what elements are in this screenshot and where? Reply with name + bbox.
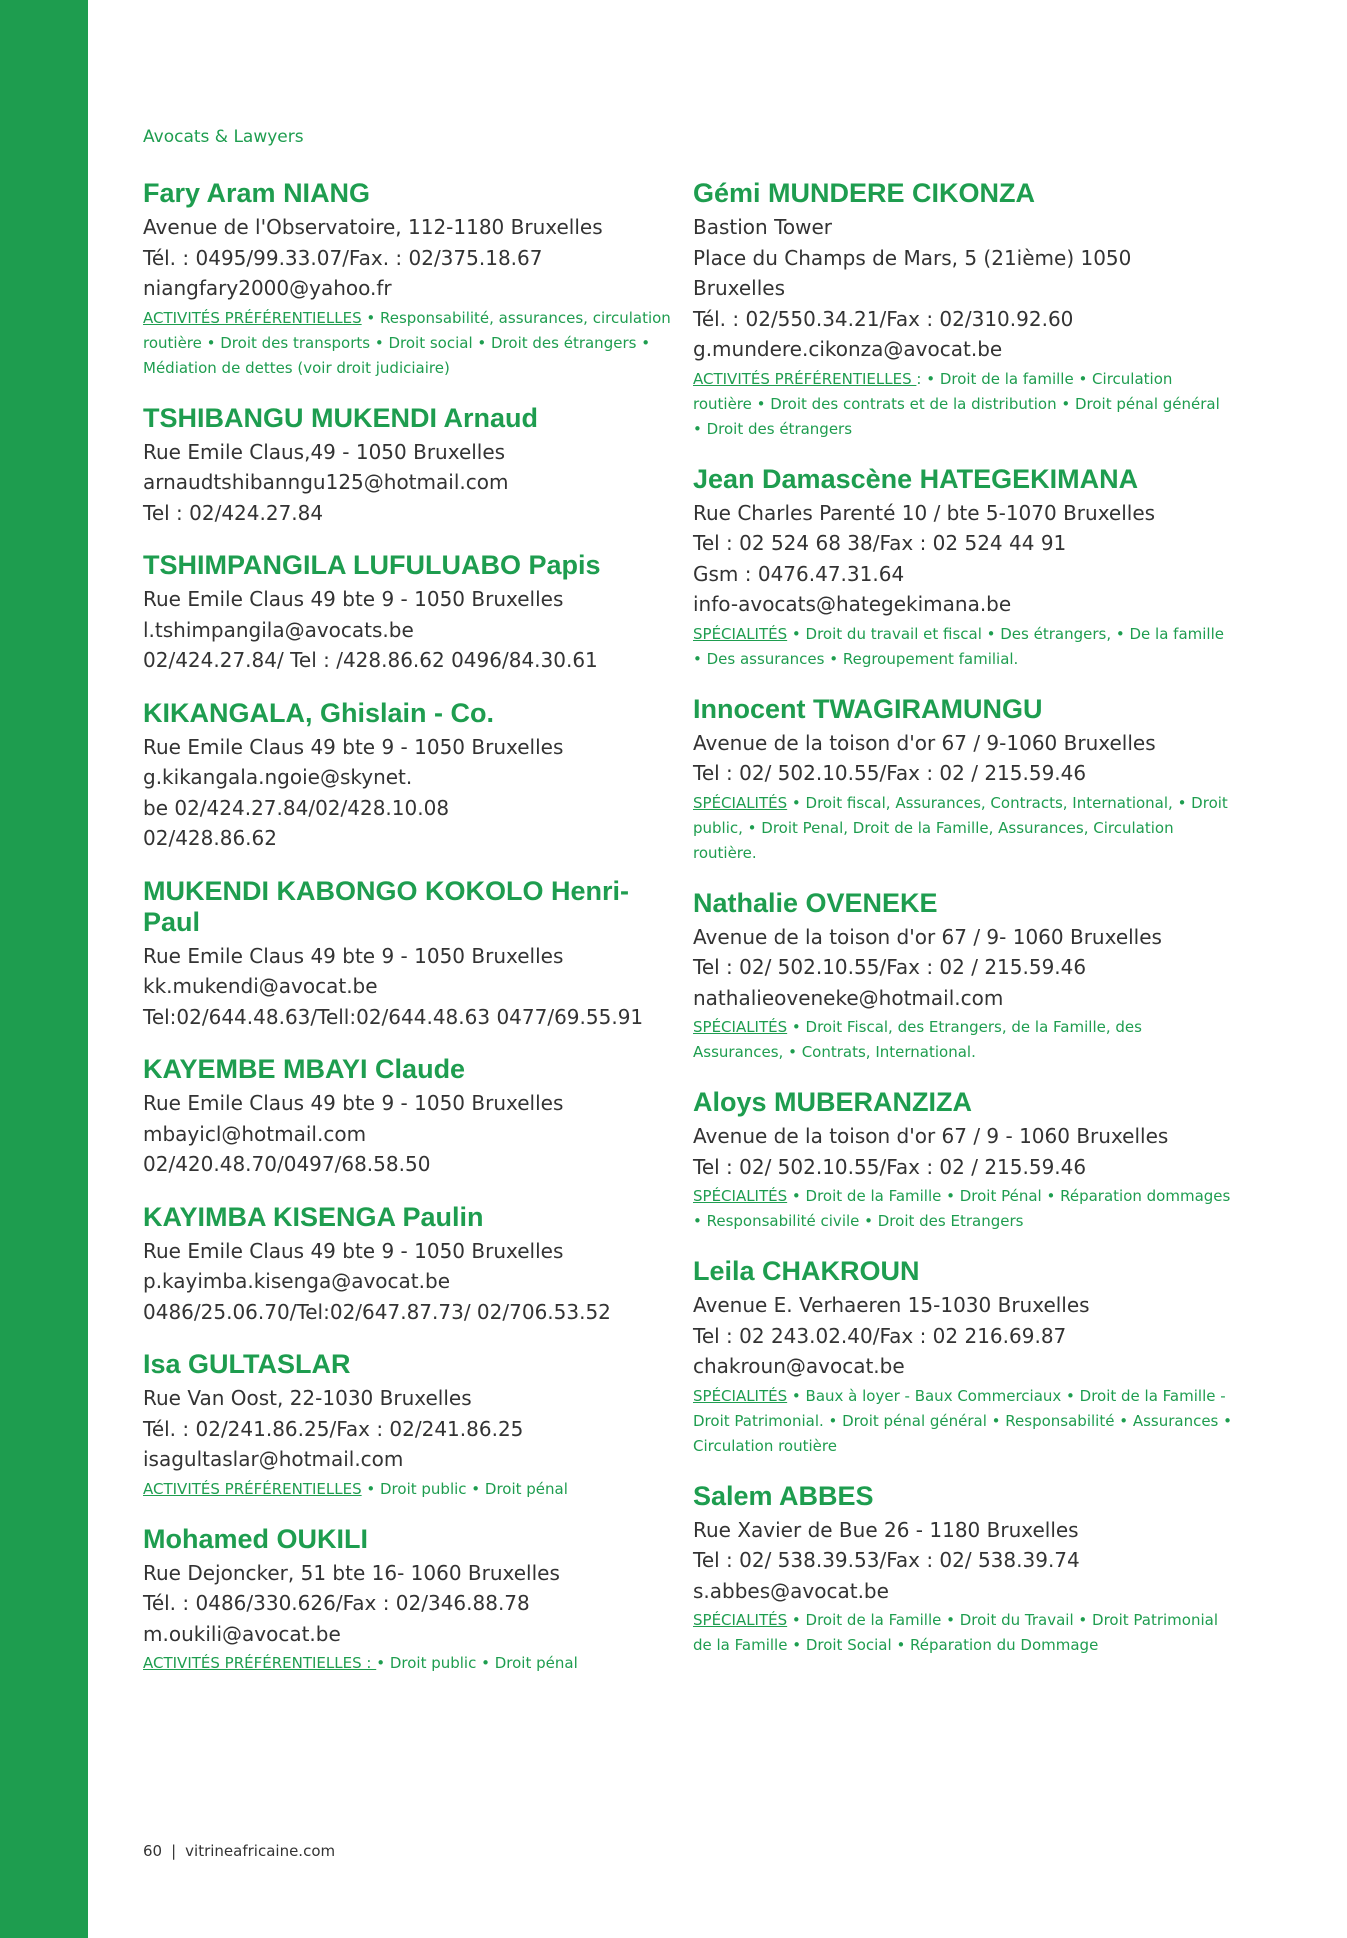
contact-line: Avenue de la toison d'or 67 / 9 - 1060 Bruxelles [693, 1124, 1169, 1148]
contact-line: Tel:02/644.48.63/Tell:02/644.48.63 0477/69.55.91 [143, 1004, 644, 1029]
practice-areas-title: ACTIVITÉS PRÉFÉRENTIELLES : [143, 1654, 377, 1672]
lawyer-name: KAYIMBA KISENGA Paulin [143, 1201, 484, 1232]
lawyer-name: Jean Damascène HATEGEKIMANA [693, 463, 1139, 494]
contact-line: Rue Emile Claus 49 bte 9 - 1050 Bruxelles [143, 943, 564, 968]
contact-line: Rue Van Oost, 22-1030 Bruxelles [143, 1386, 472, 1410]
contact-line: 02/424.27.84/ Tel : /428.86.62 0496/84.30.61 [143, 648, 598, 672]
lawyer-entry [693, 1087, 1233, 1234]
lawyer-entry [693, 888, 1233, 1066]
lawyer-name: Leila CHAKROUN [693, 1256, 920, 1286]
lawyer-name: KIKANGALA, Ghislain - Co. [143, 697, 494, 728]
contact-line: Tel : 02/ 502.10.55/Fax : 02 / 215.59.46 [693, 1154, 1087, 1179]
contact-line: Avenue de l'Observatoire, 112-1180 Bruxelles [143, 215, 603, 239]
contact-line: nathalieoveneke@hotmail.com [693, 985, 1004, 1010]
practice-areas-title: ACTIVITÉS PRÉFÉRENTIELLES [693, 369, 917, 388]
practice-areas-text: • Droit public • Droit pénal [376, 1654, 578, 1672]
lawyer-entry [693, 464, 1233, 672]
practice-areas [143, 306, 683, 381]
contact-line: Rue Dejoncker, 51 bte 16- 1060 Bruxelles [143, 1560, 560, 1585]
contact-line: chakroun@avocat.be [693, 1354, 905, 1378]
lawyer-name: Aloys MUBERANZIZA [693, 1087, 973, 1117]
practice-areas [693, 1384, 1233, 1459]
practice-areas-title: ACTIVITÉS PRÉFÉRENTIELLES [143, 1479, 362, 1498]
contact-line: Tél. : 0486/330.626/Fax : 02/346.88.78 [143, 1591, 530, 1615]
contact-line: Rue Emile Claus 49 bte 9 - 1050 Bruxelles [143, 734, 564, 759]
contact-line: s.abbes@avocat.be [693, 1578, 889, 1603]
contact-line: 02/420.48.70/0497/68.58.50 [143, 1152, 431, 1176]
lawyer-name: Nathalie OVENEKE [693, 887, 938, 918]
practice-areas [693, 791, 1233, 866]
lawyer-name: TSHIMPANGILA LUFULUABO Papis [143, 550, 601, 580]
lawyer-entry [143, 1524, 683, 1677]
contact-line: 0486/25.06.70/Tel:02/647.87.73/ 02/706.53.52 [143, 1299, 611, 1324]
lawyer-entry [143, 403, 683, 529]
lawyer-name: Gémi MUNDERE CIKONZA [693, 178, 1036, 208]
practice-areas-text: • Droit de la Famille • Droit du Travail • Droit Patrimonial de la Famille • Droit Social • Réparation du Dommage [693, 1611, 1219, 1654]
lawyer-entry [143, 1054, 683, 1180]
lawyer-name: Isa GULTASLAR [143, 1349, 351, 1379]
page-number: 60 [143, 1842, 163, 1860]
practice-areas [693, 367, 1233, 442]
practice-areas-text: • Droit public • Droit pénal [361, 1479, 568, 1498]
lawyer-name: Salem ABBES [693, 1480, 874, 1511]
contact-line: Tel : 02/ 502.10.55/Fax : 02 / 215.59.46 [693, 761, 1087, 785]
practice-areas [693, 622, 1233, 672]
practice-areas-title: SPÉCIALITÉS [693, 1611, 788, 1629]
lawyer-name: TSHIBANGU MUKENDI Arnaud [143, 402, 538, 433]
contact-line: Rue Emile Claus 49 bte 9 - 1050 Bruxelles [143, 1091, 564, 1115]
contact-line: g.kikangala.ngoie@skynet. [143, 765, 413, 789]
contact-line: isagultaslar@hotmail.com [143, 1447, 404, 1471]
contact-line: Bruxelles [693, 276, 785, 300]
practice-areas-text: • Droit Fiscal, des Etrangers, de la Famille, des Assurances, • Contrats, International. [693, 1018, 1142, 1061]
contact-line: Tel : 02 524 68 38/Fax : 02 524 44 91 [693, 531, 1067, 555]
contact-line: Tél. : 02/550.34.21/Fax : 02/310.92.60 [693, 306, 1074, 331]
practice-areas-text: • Droit de la Famille • Droit Pénal • Réparation dommages • Responsabilité civile • Droit des Etrangers [693, 1187, 1231, 1230]
footer-site: vitrineafricaine.com [185, 1842, 336, 1860]
contact-line: info-avocats@hategekimana.be [693, 592, 1012, 616]
lawyer-entry [143, 178, 683, 381]
page-footer [143, 1842, 335, 1860]
contact-line: p.kayimba.kisenga@avocat.be [143, 1269, 450, 1293]
contact-line: Avenue E. Verhaeren 15-1030 Bruxelles [693, 1293, 1090, 1317]
lawyer-name: Fary Aram NIANG [143, 178, 371, 208]
lawyer-entry [693, 1256, 1233, 1459]
contact-line: m.oukili@avocat.be [143, 1621, 341, 1646]
practice-areas-title: SPÉCIALITÉS [693, 1187, 788, 1205]
contact-line: niangfary2000@yahoo.fr [143, 276, 392, 300]
contact-line: Rue Emile Claus 49 bte 9 - 1050 Bruxelles [143, 587, 564, 611]
contact-line: Tel : 02/ 502.10.55/Fax : 02 / 215.59.46 [693, 955, 1087, 979]
practice-areas-title: SPÉCIALITÉS [693, 624, 788, 643]
practice-areas-text: : • Droit de la famille • Circulation routière • Droit des contrats et de la distribution • Droit pénal général • Droit des étrangers [693, 369, 1220, 438]
contact-line: mbayicl@hotmail.com [143, 1121, 367, 1146]
contact-line: Tél. : 0495/99.33.07/Fax. : 02/375.18.67 [143, 245, 543, 270]
practice-areas-title: SPÉCIALITÉS [693, 1018, 788, 1036]
contact-line: Rue Xavier de Bue 26 - 1180 Bruxelles [693, 1517, 1079, 1542]
left-column [143, 178, 683, 1698]
lawyer-entry [143, 1349, 683, 1502]
contact-line: Place du Champs de Mars, 5 (21ième) 1050 [693, 245, 1132, 270]
practice-areas-title: SPÉCIALITÉS [693, 1386, 788, 1405]
practice-areas [143, 1477, 683, 1502]
practice-areas [143, 1651, 683, 1676]
practice-areas-text: • Responsabilité, assurances, circulation routière • Droit des transports • Droit social • Droit des étrangers • Médiation de dettes (voir droit judiciaire) [143, 308, 671, 377]
practice-areas [693, 1184, 1233, 1234]
contact-line: Tél. : 02/241.86.25/Fax : 02/241.86.25 [143, 1416, 524, 1441]
practice-areas-text: • Droit fiscal, Assurances, Contracts, International, • Droit public, • Droit Penal, Droit de la Famille, Assurances, Circulation routière. [693, 793, 1228, 862]
lawyer-entry [693, 178, 1233, 442]
lawyer-name: MUKENDI KABONGO KOKOLO Henri-Paul [143, 875, 629, 937]
contact-line: Bastion Tower [693, 215, 833, 239]
practice-areas-title: ACTIVITÉS PRÉFÉRENTIELLES [143, 308, 362, 327]
section-label: Avocats & Lawyers [143, 127, 304, 147]
contact-line: g.mundere.cikonza@avocat.be [693, 337, 1003, 361]
lawyer-entry [143, 1202, 683, 1328]
green-sidebar-bar [0, 0, 88, 1938]
contact-line: Rue Emile Claus,49 - 1050 Bruxelles [143, 439, 506, 464]
contact-line: kk.mukendi@avocat.be [143, 974, 378, 998]
contact-line: be 02/424.27.84/02/428.10.08 [143, 795, 450, 820]
practice-areas [693, 1015, 1233, 1065]
contact-line: 02/428.86.62 [143, 826, 277, 850]
contact-line: Avenue de la toison d'or 67 / 9- 1060 Bruxelles [693, 924, 1162, 949]
right-column [693, 178, 1233, 1680]
contact-line: Gsm : 0476.47.31.64 [693, 561, 905, 586]
lawyer-name: Innocent TWAGIRAMUNGU [693, 693, 1043, 724]
contact-line: Tel : 02 243.02.40/Fax : 02 216.69.87 [693, 1323, 1067, 1348]
contact-line: Tel : 02/ 538.39.53/Fax : 02/ 538.39.74 [693, 1548, 1080, 1572]
contact-line: Rue Charles Parenté 10 / bte 5-1070 Bruxelles [693, 500, 1156, 525]
contact-line: Tel : 02/424.27.84 [143, 500, 324, 525]
practice-areas [693, 1608, 1233, 1658]
lawyer-name: Mohamed OUKILI [143, 1523, 369, 1554]
practice-areas-text: • Baux à loyer - Baux Commerciaux • Droit de la Famille - Droit Patrimonial. • Droit pénal général • Responsabilité • Assurances • Circulation routière [693, 1386, 1232, 1455]
practice-areas-title: SPÉCIALITÉS [693, 793, 788, 812]
lawyer-entry [693, 1481, 1233, 1659]
contact-line: arnaudtshibanngu125@hotmail.com [143, 470, 509, 494]
lawyer-entry [143, 550, 683, 676]
lawyer-entry [143, 876, 683, 1033]
lawyer-name: KAYEMBE MBAYI Claude [143, 1054, 466, 1084]
lawyer-entry [143, 698, 683, 854]
contact-line: Rue Emile Claus 49 bte 9 - 1050 Bruxelles [143, 1238, 564, 1263]
lawyer-entry [693, 694, 1233, 866]
footer-separator: | [171, 1842, 177, 1860]
contact-line: Avenue de la toison d'or 67 / 9-1060 Bruxelles [693, 730, 1156, 755]
practice-areas-text: • Droit du travail et fiscal • Des étrangers, • De la famille • Des assurances • Regroupement familial. [693, 624, 1224, 668]
contact-line: l.tshimpangila@avocats.be [143, 617, 414, 642]
